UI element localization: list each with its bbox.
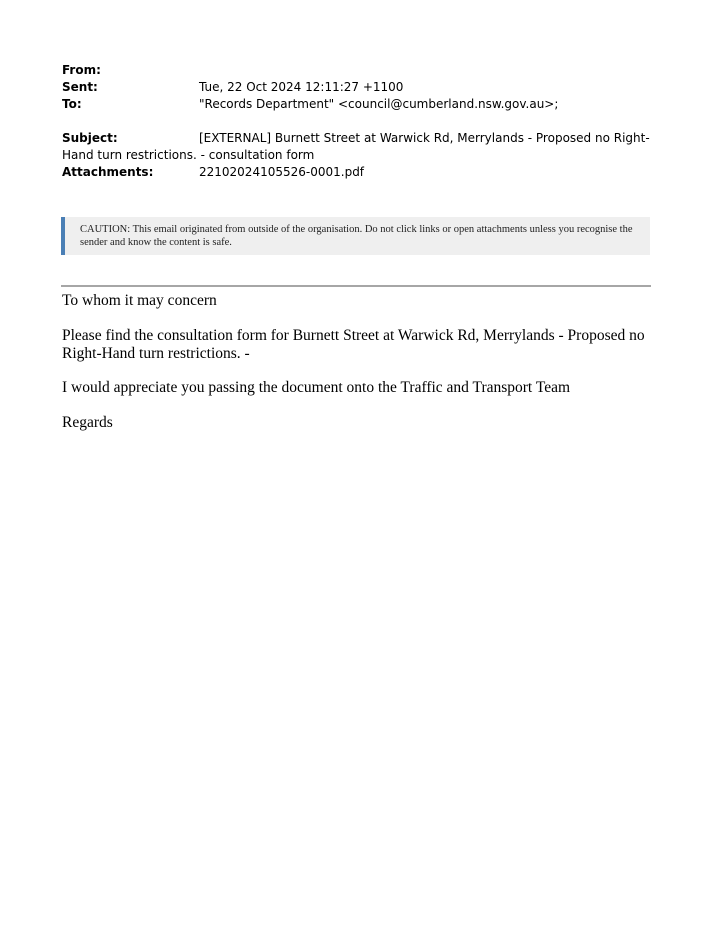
subject-label: Subject: [62, 131, 118, 145]
caution-banner [61, 217, 650, 255]
subject-value-line1: [EXTERNAL] Burnett Street at Warwick Rd, Merrylands - Proposed no Right- [199, 131, 650, 145]
sent-label: Sent: [62, 80, 98, 94]
attachment-file-link[interactable]: 22102024105526-0001.pdf [199, 165, 365, 179]
to-label: To: [62, 97, 82, 111]
from-label: From: [62, 63, 101, 77]
signoff: Regards [62, 414, 113, 431]
body-paragraph-2: I would appreciate you passing the document onto the Traffic and Transport Team [62, 379, 571, 396]
subject-value-line2: Hand turn restrictions. - consultation form [62, 148, 315, 162]
greeting: To whom it may concern [62, 292, 217, 309]
body-paragraph-1: Please find the consultation form for Burnett Street at Warwick Rd, Merrylands - Proposed no Right-Hand turn restrictions. - [62, 327, 645, 362]
sent-value: Tue, 22 Oct 2024 12:11:27 +1100 [199, 80, 404, 94]
attachments-label: Attachments: [62, 165, 154, 179]
caution-text: CAUTION: This email originated from outside of the organisation. Do not click links or open attachments unless you recognise the sender and know the content is safe. [80, 224, 633, 248]
to-value: "Records Department" <council@cumberland.nsw.gov.au>; [199, 97, 559, 111]
divider [61, 285, 651, 287]
